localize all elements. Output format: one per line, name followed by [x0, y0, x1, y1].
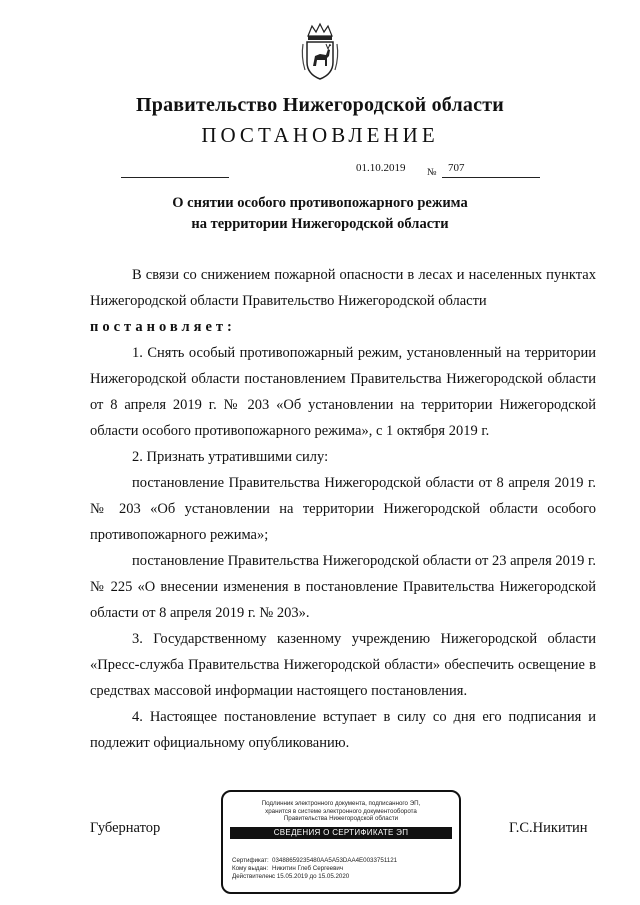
paragraph-2b: постановление Правительства Нижегородской области от 23 апреля 2019 г. № 225 «О внесении изменения в постановление Правительства Нижегородской области от 8 апреля 2019 г. № 203».	[90, 553, 596, 621]
decree-word: постановляет:	[90, 319, 236, 335]
document-type: ПОСТАНОВЛЕНИЕ	[201, 123, 439, 147]
paragraph-1: 1. Снять особый противопожарный режим, установленный на территории Нижегородской области постановлением Правительства Нижегородской области от 8 апреля 2019 г. № 203 «Об установлении на территории Нижегородской области особого противопожарного режима», с 1 октября 2019 г.	[90, 345, 596, 439]
document-date: 01.10.2019	[356, 162, 406, 174]
stamp-cert-info: Сертификат: 03488659235480AA5A53DAA4E0033751121 Кому выдан: Никитин Глеб Сергеевич Действителен:с 15.05.2019 до 15.05.2020	[232, 857, 398, 880]
stamp-notice: Подлинник электронного документа, подписанного ЭП, хранится в системе электронного документооборота Правительства Нижегородской области	[261, 800, 421, 822]
title-line-1: О снятии особого противопожарного режима	[172, 195, 468, 211]
e-signature-stamp	[221, 790, 461, 894]
paragraph-2: 2. Признать утратившими силу:	[132, 449, 329, 465]
signer-position: Губернатор	[90, 820, 161, 836]
signature-line	[121, 177, 229, 178]
number-sign: №	[427, 167, 437, 178]
document-title	[0, 193, 640, 235]
number-line	[442, 177, 540, 178]
title-line-2: на территории Нижегородской области	[191, 216, 449, 232]
cert-serial: 03488659235480AA5A53DAA4E0033751121	[272, 857, 398, 864]
stamp-cert-header: СВЕДЕНИЯ О СЕРТИФИКАТЕ ЭП	[230, 827, 452, 839]
organization-name: Правительство Нижегородской области	[136, 94, 504, 116]
cert-validity: с 15.05.2019 до 15.05.2020	[272, 873, 350, 880]
intro-paragraph: В связи со снижением пожарной опасности в лесах и населенных пунктах Нижегородской области Правительство Нижегородской области	[90, 267, 596, 309]
document-body	[90, 262, 596, 756]
cert-owner: Никитин Глеб Сергеевич	[272, 865, 344, 872]
paragraph-4: 4. Настоящее постановление вступает в силу со дня его подписания и подлежит официальному опубликованию.	[90, 709, 596, 751]
coat-of-arms-icon	[300, 22, 340, 82]
paragraph-2a: постановление Правительства Нижегородской области от 8 апреля 2019 г. № 203 «Об установлении на территории Нижегородской области особого противопожарного режима»;	[90, 475, 596, 543]
signer-name: Г.С.Никитин	[509, 820, 588, 836]
paragraph-3: 3. Государственному казенному учреждению Нижегородской области «Пресс-служба Правительства Нижегородской области» обеспечить освещение в средствах массовой информации настоящего постановления.	[90, 631, 596, 699]
document-number: 707	[448, 162, 465, 174]
